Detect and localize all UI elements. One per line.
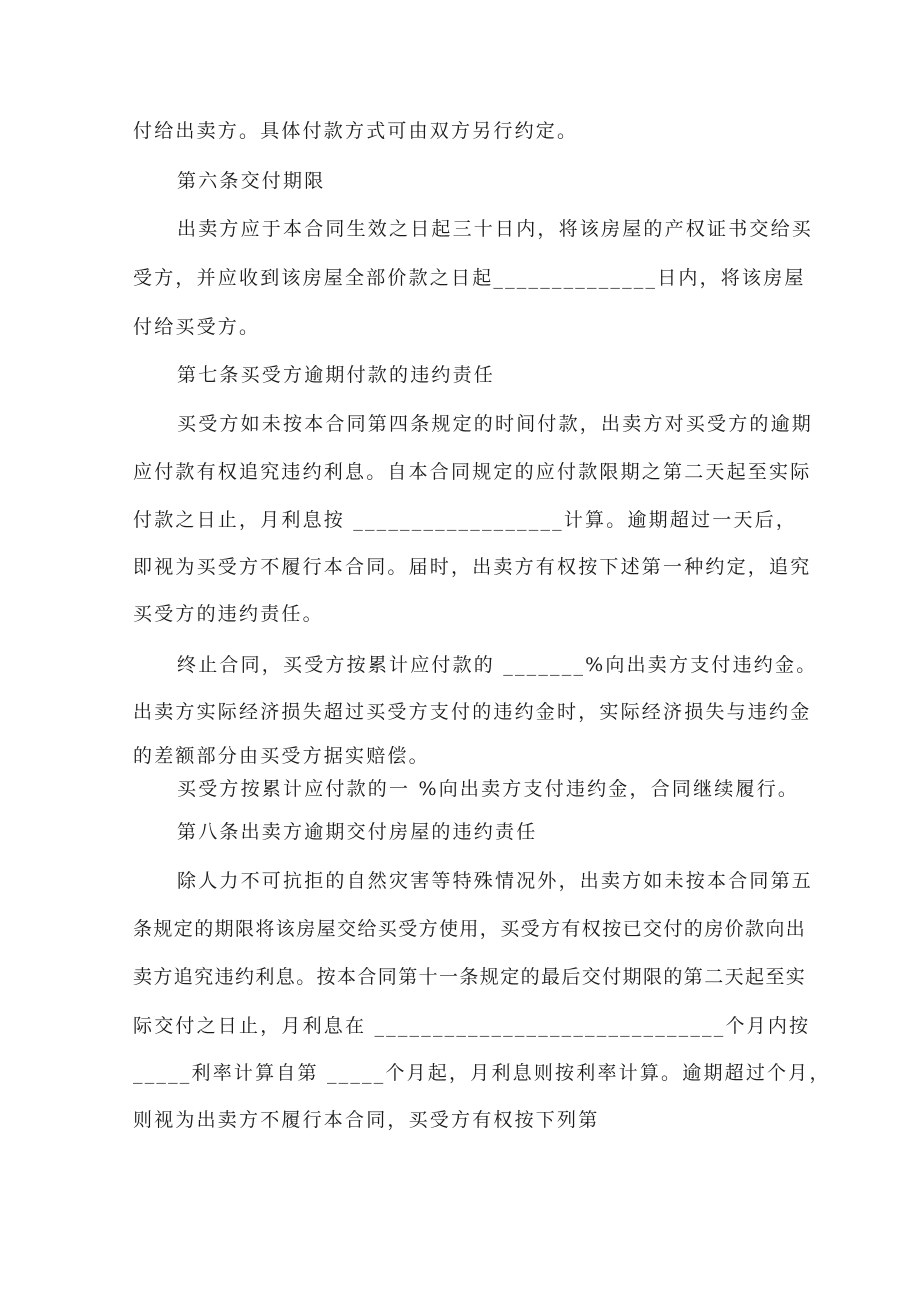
text-line: 付给买受方。	[133, 316, 261, 338]
text-line: 则视为出卖方不履行本合同，买受方有权按下列第	[133, 1109, 600, 1131]
text-line: 买受方如未按本合同第四条规定的时间付款，出卖方对买受方的逾期	[177, 413, 814, 435]
text-line: 应付款有权追究违约利息。自本合同规定的应付款限期之第二天起至实际	[133, 461, 812, 483]
text-line: 买受方的违约责任。	[133, 603, 324, 625]
text-line: 出卖方实际经济损失超过买受方支付的违约金时，实际经济损失与违约金	[133, 701, 812, 723]
text-line: 付款之日止，月利息按 __________________计算。逾期超过一天后，	[133, 509, 798, 531]
text-line: 即视为买受方不履行本合同。届时，出卖方有权按下述第一种约定，追究	[133, 556, 812, 578]
section-heading: 第七条买受方逾期付款的违约责任	[177, 364, 496, 386]
text-line: 际交付之日止，月利息在 ______________________________个月内按	[133, 1015, 811, 1037]
section-heading: 第八条出卖方逾期交付房屋的违约责任	[177, 821, 538, 843]
text-line: 条规定的期限将该房屋交给买受方使用，买受方有权按已交付的房价款向出	[133, 918, 807, 940]
text-line: 卖方追究违约利息。按本合同第十一条规定的最后交付期限的第二天起至实	[133, 966, 807, 988]
text-line: 出卖方应于本合同生效之日起三十日内，将该房屋的产权证书交给买	[177, 218, 814, 240]
text-line: 买受方按累计应付款的一 %向出卖方支付违约金，合同继续履行。	[177, 778, 800, 800]
text-line: _____利率计算自第 _____个月起，月利息则按利率计算。逾期超过个月，	[133, 1062, 831, 1084]
section-heading: 第六条交付期限	[177, 170, 326, 192]
text-line: 付给出卖方。具体付款方式可由双方另行约定。	[133, 120, 579, 142]
text-line: 的差额部分由买受方据实赔偿。	[133, 745, 430, 767]
text-line: 终止合同，买受方按累计应付款的 _______%向出卖方支付违约金。	[177, 654, 818, 676]
text-line: 受方，并应收到该房屋全部价款之日起______________日内，将该房屋	[133, 267, 806, 289]
text-line: 除人力不可抗拒的自然灾害等特殊情况外，出卖方如未按本合同第五	[177, 870, 814, 892]
